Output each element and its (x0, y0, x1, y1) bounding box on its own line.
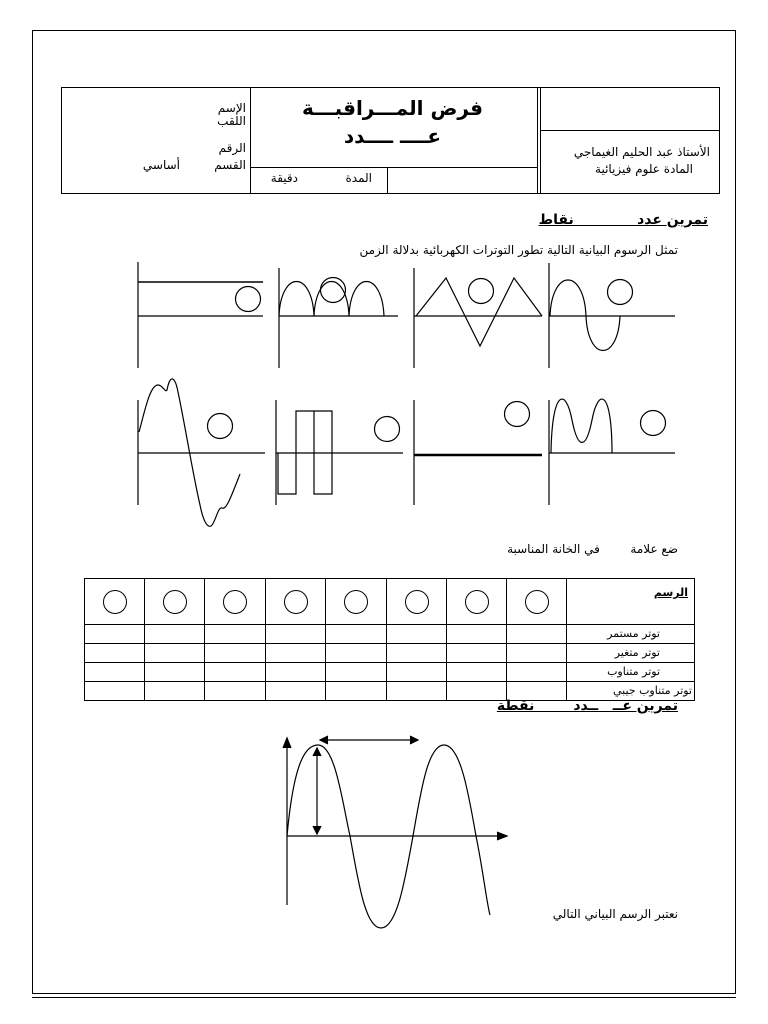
exam-title: فرض المـــراقبـــة (302, 96, 483, 120)
mark-instruction: ضع علامة في الخانة المناسبة (507, 542, 678, 556)
exam-number: عــــ ــــدد (343, 124, 442, 148)
duration-label: المدة (345, 171, 372, 185)
field-class: القسم (214, 158, 246, 172)
table-header-graph: الرسم (567, 579, 695, 625)
exercise1-instruction: تمثل الرسوم البيانية التالية تطور التوترات الكهربائية بدلالة الزمن (359, 243, 678, 257)
table-row-label: توتر متناوب جيبي (567, 682, 695, 701)
class-level: أساسي (142, 158, 180, 172)
subject-name: المادة علوم فيزيائية (595, 162, 693, 176)
teacher-name: الأستاذ عبد الحليم الغيماجي (573, 145, 710, 159)
field-name: الإسم (217, 101, 246, 115)
table-row-label: توتر متغير (567, 644, 695, 663)
table-row-label: توتر مستمر (567, 625, 695, 644)
exercise1-title: تمرين عدد نقاط (538, 212, 708, 228)
field-surname: اللقب (217, 114, 246, 128)
field-number: الرقم (218, 141, 246, 155)
duration-unit: دقيقة (270, 171, 298, 185)
table-row-label: توتر متناوب (567, 663, 695, 682)
exercise2-title: تمرين عــ ــدد نقطة (496, 698, 678, 714)
exercise2-statement: نعتبر الرسم البياني التالي (552, 907, 678, 921)
